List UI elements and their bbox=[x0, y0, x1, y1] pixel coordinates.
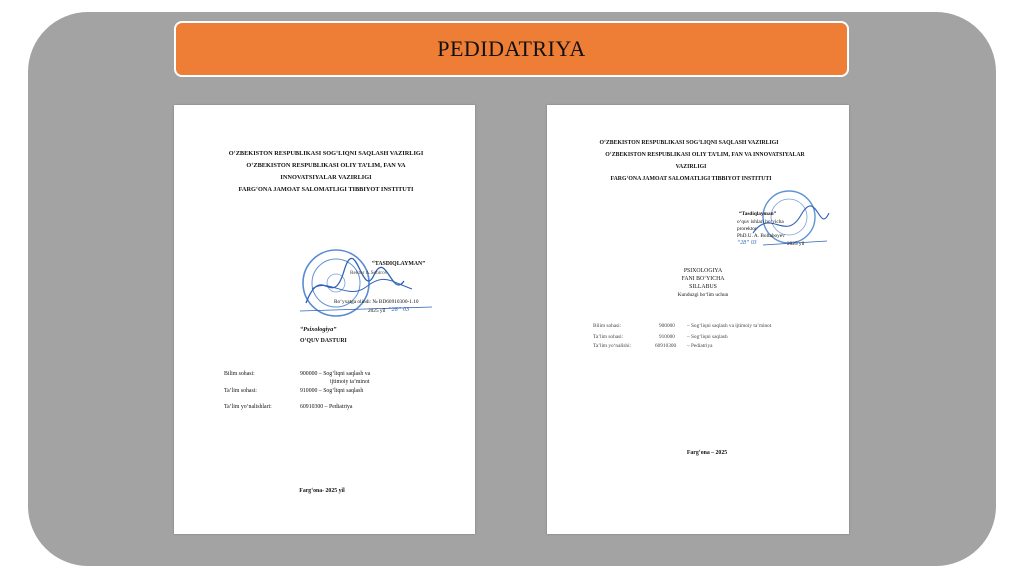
doc2-title-line-1: PSIXOLOGIYA bbox=[683, 268, 723, 274]
doc1-row-1-label: Bilim sohasi: bbox=[224, 371, 255, 377]
doc1-header-line-3: INNOVATSIYALAR VAZIRLIGI bbox=[280, 174, 372, 181]
doc1-row-1-value-cont: ijtimoiy ta’minot bbox=[330, 379, 370, 385]
doc2-header-line-1: O‘ZBEKISTON RESPUBLIKASI SOG‘LIQNI SAQLASH VAZIRLIGI bbox=[599, 140, 779, 146]
doc2-row-1-code: 900000 bbox=[659, 323, 675, 329]
doc2-row-1-label: Bilim sohasi: bbox=[593, 323, 622, 329]
doc2-title-line-2: FANI BO‘YICHA bbox=[681, 276, 725, 282]
doc1-subject: “Psixologiya” bbox=[300, 326, 337, 333]
doc1-row-3-value: 60910300 – Pediatriya bbox=[300, 404, 353, 410]
doc1-row-2-value: 910000 – Sog‘liqni saqlash bbox=[300, 388, 364, 394]
doc1-footer: Farg‘ona- 2025 yil bbox=[299, 488, 345, 494]
doc1-header-line-1: O‘ZBEKISTON RESPUBLIKASI SOG‘LIQNI SAQLASH VAZIRLIGI bbox=[228, 150, 424, 157]
doc2-header-line-4: FARG‘ONA JAMOAT SALOMATLIGI TIBBIYOT INSTITUTI bbox=[610, 176, 772, 182]
doc2-header-line-2: O‘ZBEKISTON RESPUBLIKASI OLIY TA’LIM, FAN VA INNOVATSIYALAR bbox=[605, 152, 805, 158]
doc2-row-1-value: – Sog‘liqni saqlash va ijtimoiy ta’minot bbox=[687, 323, 772, 329]
doc1-approval-rector: Rektor A.Sobirov bbox=[350, 270, 388, 276]
doc2-approval-line-1: o‘quv ishlari bo‘yicha bbox=[737, 219, 784, 225]
doc2-row-3-code: 60910300 bbox=[655, 343, 677, 349]
doc2-title-line-3: SILLABUS bbox=[689, 284, 717, 290]
doc1-doc-type: O‘QUV DASTURI bbox=[300, 338, 347, 344]
doc2-approval-line-2: prorektor bbox=[737, 226, 757, 232]
doc2-row-3-label: Ta’lim yo‘nalishi: bbox=[593, 343, 632, 349]
doc1-row-2-label: Ta’lim sohasi: bbox=[224, 388, 257, 394]
doc2-title-line-4: Kunduzgi bo‘lim uchun bbox=[677, 292, 729, 298]
doc2-row-2-value: – Sog‘liqni saqlash bbox=[687, 334, 728, 340]
doc1-approval-year: 2025 yil bbox=[368, 308, 386, 314]
doc2-row-2-code: 910000 bbox=[659, 334, 675, 340]
doc1-header-line-2: O‘ZBEKISTON RESPUBLIKASI OLIY TA’LIM, FAN VA bbox=[246, 162, 406, 169]
doc1-approval-registration: Ro‘yxatga olindi: № BD60910300-1.10 bbox=[334, 299, 419, 305]
doc2-approval-title: “Tasdiqlayman” bbox=[739, 211, 777, 217]
document-page-right bbox=[547, 105, 849, 534]
slide-title: PEDIDATRIYA bbox=[437, 36, 586, 61]
doc1-header-line-4: FARG‘ONA JAMOAT SALOMATLIGI TIBBIYOT INSTITUTI bbox=[238, 186, 414, 193]
doc1-approval-date: “28” 03 bbox=[388, 306, 410, 313]
doc2-header-line-3: VAZIRLIGI bbox=[675, 164, 707, 170]
doc2-row-2-label: Ta’lim sohasi: bbox=[593, 334, 624, 340]
document-page-left bbox=[174, 105, 475, 534]
doc2-approval-year: 2025 yil bbox=[787, 241, 805, 247]
slide-title-bar bbox=[174, 21, 849, 77]
doc2-approval-date: “28” 03 bbox=[737, 240, 757, 246]
doc1-seal-and-signature bbox=[292, 241, 442, 331]
doc2-row-3-value: – Pediatriya bbox=[687, 343, 713, 349]
doc1-row-3-label: Ta’lim yo‘nalishlari: bbox=[224, 404, 272, 410]
doc1-approval-title: “TASDIQLAYMAN” bbox=[372, 261, 426, 267]
doc1-row-1-value: 900000 – Sog‘liqni saqlash va bbox=[300, 371, 371, 377]
doc2-approval-line-3: PhD.U. A. Boltaboyev bbox=[737, 233, 785, 239]
doc2-footer: Farg‘ona – 2025 bbox=[686, 450, 728, 456]
